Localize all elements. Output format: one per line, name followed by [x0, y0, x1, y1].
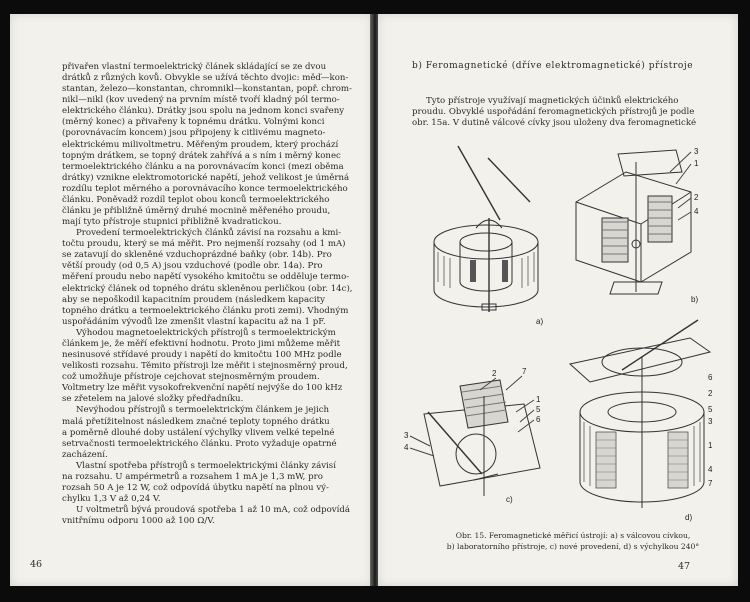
text-line: malá přetížitelnost následkem značné teploty topného drátku: [62, 416, 330, 427]
text-line: topným drátkem, se topný drátek zahřívá a s ním i měrný konec: [62, 150, 341, 161]
callout-d-6: 6: [708, 373, 713, 382]
text-line: proudu. Obvyklé uspořádání feromagnetických přístrojů je podle: [412, 107, 695, 118]
text-line: rozdílu teplot měrného a porovnávacího konce termoelektrického: [62, 183, 348, 194]
right-page-intro-text: [412, 96, 708, 129]
callout-d-5: 5: [708, 405, 713, 414]
text-line: se zatavují do skleněné vzduchoprázdné baňky (obr. 14b). Pro: [62, 250, 332, 261]
text-line: nikl—nikl (kov uvedený na prvním místě tvoří kladný pól termo-: [62, 95, 340, 106]
text-line: aby se nepoškodil kapacitním proudem (následkem kapacity: [62, 294, 325, 305]
callout-c-5: 5: [536, 405, 541, 414]
text-line: Nevýhodou přístrojů s termoelektrickým článkem je jejich: [76, 405, 330, 416]
text-line: obr. 15a. V dutině válcové cívky jsou uloženy dva feromagnetické: [412, 118, 697, 129]
text-line: rozsah 50 A je 12 W, což odpovídá úbytku napětí na plnou vý-: [62, 482, 329, 493]
callout-d-3: 3: [708, 417, 713, 426]
text-line: Výhodou magnetoelektrických přístrojů s termoelektrickým: [76, 327, 336, 338]
text-line: chylku 1,3 V až 0,24 V.: [62, 494, 161, 505]
callout-c-7: 7: [522, 367, 527, 376]
text-line: (měrný konec) a přivařeny k topnému drátku. Volnými konci: [62, 117, 325, 128]
text-line: měření proudu nebo napětí vysokého kmitočtu se odděluje termo-: [62, 272, 350, 283]
callout-b-4: 4: [694, 207, 699, 216]
callout-c-2: 2: [492, 369, 497, 378]
text-line: článku je přibližně úměrný druhé mocnině měřeného proudu,: [62, 206, 331, 217]
text-line: drátky) vznikne elektromotorické napětí, jehož velikost je úměrná: [62, 172, 350, 183]
section-heading: b) Feromagnetické (dříve elektromagnetické) přístroje: [412, 61, 694, 71]
text-line: (porovnávacím koncem) jsou připojeny k citlivému magneto-: [62, 128, 326, 139]
text-line: se zřetelem na jalové složky předřadníku.: [62, 394, 244, 405]
right-page: [378, 14, 738, 586]
text-line: uspořádáním vývodů lze zmenšit vlastní kapacitu až na 1 pF.: [62, 316, 326, 327]
text-line: což umožňuje přístroje cejchovat stejnosměrným proudem.: [62, 372, 320, 383]
text-line: elektrickému milivoltmetru. Měřeným proudem, který prochází: [62, 139, 339, 150]
callout-b-2: 2: [694, 193, 699, 202]
text-line: Provedení termoelektrických článků závisí na rozsahu a kmi-: [76, 228, 342, 239]
callout-c-4: 4: [404, 443, 409, 452]
figure-15d-240-degree-drawing: [560, 312, 720, 526]
caption-line: Obr. 15. Feromagnetické měřicí ústrojí: a) s válcovou cívkou,: [455, 531, 691, 540]
text-line: Vlastní spotřeba přístrojů s termoelektrickými články závisí: [76, 460, 336, 471]
caption-line: b) laboratorního přístroje, c) nové provedení, d) s výchylkou 240°: [446, 541, 700, 551]
text-line: točtu proudu, který se má měřit. Pro nejmenší rozsahy (od 1 mA): [62, 239, 346, 250]
callout-d-1: 1: [708, 441, 713, 450]
callout-d-7: 7: [708, 479, 713, 488]
text-line: setrvačnosti termoelektrického článku. Proto vyžaduje opatrné: [62, 438, 337, 449]
callout-b-1: 1: [694, 159, 699, 168]
panel-label-c: c): [506, 495, 513, 504]
callout-d-4: 4: [708, 465, 713, 474]
text-line: článku. Poněvadž rozdíl teplot obou konců termoelektrického: [62, 194, 330, 205]
text-line: a poměrně dlouhé doby ustálení výchylky vlivem velké tepelné: [62, 427, 335, 438]
panel-label-d: d): [685, 513, 693, 522]
text-line: velikosti rozsahu. Těmito přístroji lze měřit i stejnosměrný proud,: [62, 361, 348, 372]
text-line: na rozsahu. U ampérmetrů a rozsahem 1 mA je 1,3 mW, pro: [62, 471, 323, 482]
text-line: mají tyto přístroje stupnici přibližně kvadratickou.: [62, 217, 282, 228]
panel-label-a: a): [536, 317, 544, 326]
left-page-body-text: [62, 62, 354, 527]
right-page-number: 47: [678, 561, 691, 572]
text-line: topného drátku a termoelektrického článku proti zemi). Vhodným: [62, 305, 349, 316]
text-line: termoelektrického článku a na porovnávacím konci (mezi oběma: [62, 161, 344, 172]
callout-d-2: 2: [708, 389, 713, 398]
text-line: článkem je, že měří efektivní hodnotu. Proto jimi můžeme měřit: [62, 338, 341, 349]
callout-c-1: 1: [536, 395, 541, 404]
text-line: zacházení.: [62, 449, 108, 460]
panel-label-b: b): [691, 295, 699, 304]
figure-15a-cylindrical-coil-drawing: [418, 132, 558, 330]
text-line: U voltmetrů bývá proudová spotřeba 1 až 10 mA, což odpovídá: [76, 505, 351, 516]
text-line: elektrický článek od topného drátu skleněnou perličkou (obr. 14c),: [62, 283, 353, 294]
text-line: větší proudy (od 0,5 A) jsou vzduchové (podle obr. 14a). Pro: [62, 261, 323, 272]
figure-caption: [428, 531, 718, 552]
text-line: drátků z různých kovů. Obvykle se užívá těchto dvojic: měď—kon-: [62, 73, 349, 84]
callout-c-6: 6: [536, 415, 541, 424]
text-line: Voltmetry lze měřit vysokofrekvenční napětí nejvýše do 100 kHz: [62, 383, 343, 394]
text-line: Tyto přístroje využívají magnetických účinků elektrického: [426, 96, 679, 106]
callout-c-3: 3: [404, 431, 409, 440]
text-line: přivařen vlastní termoelektrický článek skládající se ze dvou: [62, 62, 327, 72]
text-line: stantan, železo—konstantan, chromnikl—konstantan, popř. chrom-: [62, 84, 352, 95]
text-line: elektrického článku). Drátky jsou spolu na jednom konci svařeny: [62, 106, 345, 117]
left-page: [10, 14, 372, 586]
text-line: vnitřnímu odporu 1000 až 100 Ω/V.: [62, 516, 215, 527]
callout-b-3: 3: [694, 147, 699, 156]
left-page-number: 46: [30, 559, 43, 570]
text-line: nesinusové střídavé proudy i napětí do kmitočtu 100 MHz podle: [62, 350, 342, 361]
figure-15c-new-design-drawing: [404, 356, 554, 516]
figure-15b-laboratory-instrument-drawing: [566, 132, 716, 310]
